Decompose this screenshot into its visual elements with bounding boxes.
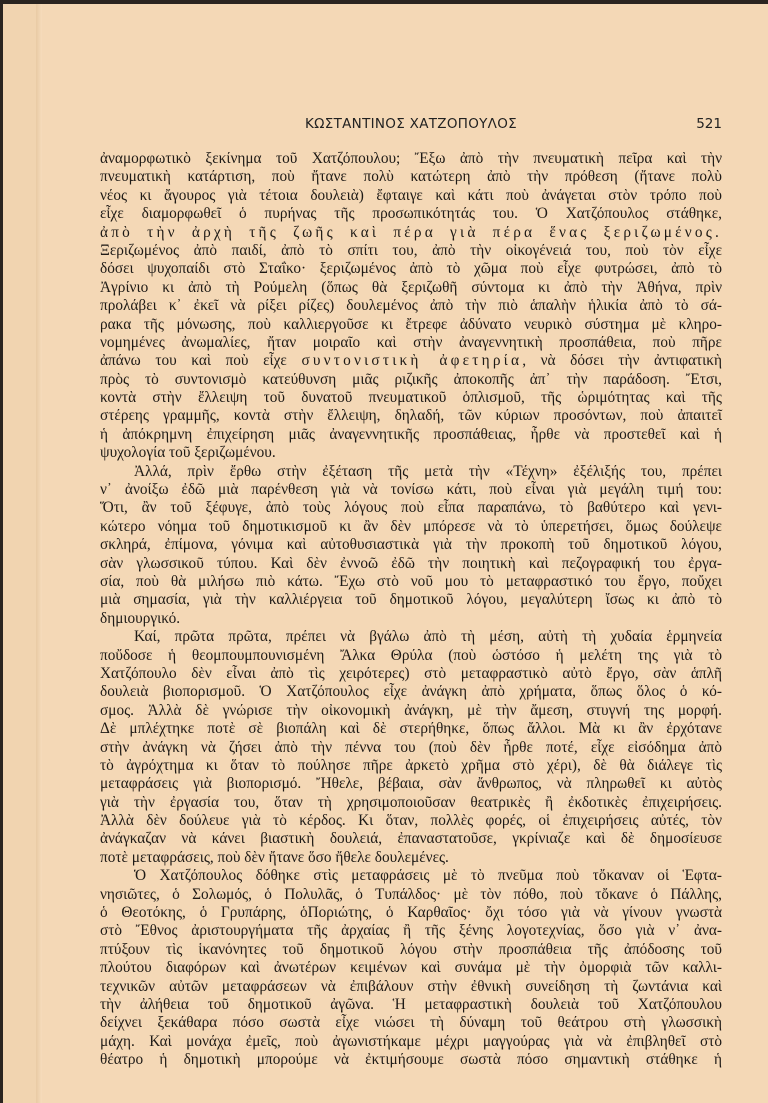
text-line — [100, 444, 722, 462]
text-line — [100, 463, 722, 481]
text-line — [100, 775, 722, 793]
text-line — [100, 371, 722, 389]
text-segment: δείχνει ξεκάθαρα πόσο σωστὰ εἶχε νιώσει τὴ δύναμη τοῦ θεάτρου στὴ γλωσσικὴ — [100, 1014, 722, 1032]
text-line — [100, 757, 722, 775]
text-line — [100, 1051, 722, 1069]
text-segment: δόσει ψυχοπαίδι στὸ Σταΐκο· ξεριζωμένος ἀπὸ τὸ χῶμα ποὺ εἶχε φυτρώσει, ἀπὸ τὸ — [100, 260, 722, 278]
text-segment: δουλειὰ βιοπορισμοῦ. Ὁ Χατζόπουλος εἶχε ἀνάγκη ἀπὸ χρήματα, ὅπως ὅλος ὁ κό- — [100, 683, 722, 701]
paragraph — [100, 628, 722, 867]
text-line — [100, 187, 722, 205]
text-line — [100, 334, 722, 352]
text-segment: γιὰ τὴν ἐργασία του, ὅταν τὴ χρησιμοποιοῦσαν θεατρικὲς ἢ ἐκδοτικὲς ἐπιχειρήσεις. — [100, 793, 722, 811]
text-segment: Ὅτι, ἂν τοῦ ξέφυγε, ἀπὸ τοὺς λόγους ποὺ εἶπα παραπάνω, τὸ βαθύτερο καὶ γενι- — [100, 499, 722, 517]
text-line — [100, 849, 722, 867]
text-line — [100, 739, 722, 757]
text-line — [100, 205, 722, 223]
emphasized-text: ἀπὸ τὴν ἀρχὴ τῆς ζωῆς καὶ πέρα γιὰ πέρα ἕνας ξεριζωμένος. — [100, 223, 722, 241]
running-title: ΚΩΣΤΑΝΤΙΝΟΣ ΧΑΤΖΟΠΟΥΛΟΣ — [305, 116, 517, 132]
text-segment: σὰν γλωσσικοῦ τύπου. Καὶ δὲν ἐννοῶ ἐδῶ τὴν ποιητικὴ καὶ πεζογραφική του ἐργα- — [100, 554, 722, 572]
text-segment: Ὁ Χατζόπουλος δόθηκε στὶς μεταφράσεις μὲ τὸ πνεῦμα ποὺ τὄκαναν οἱ Ἑφτα- — [134, 867, 722, 885]
text-segment: μάχη. Καὶ μονάχα ἐμεῖς, ποὺ ἀγωνιστήκαμε μέχρι μαγγούρας γιὰ νὰ ἐπιβληθεῖ στὸ — [100, 1032, 722, 1050]
text-line — [100, 628, 722, 646]
text-segment: κοντὰ στὴν ἔλλειψη τοῦ δυνατοῦ πνευματικοῦ ὁπλισμοῦ, τῆς ὡριμότητας καὶ τῆς — [100, 389, 722, 407]
text-segment: νησιῶτες, ὁ Σολωμός, ὁ Πολυλᾶς, ὁ Τυπάλδος· μὲ τὸν πόθο, ποὺ τὄκανε ὁ Πάλλης, — [100, 885, 722, 903]
text-segment: Ἀγρίνιο κι ἀπὸ τὴ Ρούμελη (ὅπως θὰ ξεριζωθῆ σύντομα κι ἀπὸ τὴν Ἀθήνα, πρὶν — [100, 278, 722, 296]
text-segment: , νὰ δόσει τὴν ἀντιφατικὴ — [522, 352, 722, 370]
text-segment: ψυχολογία τοῦ ξεριζωμένου. — [100, 444, 276, 462]
text-segment: ρακα τῆς μόνωσης, ποὺ καλλιεργοῦσε κι ἔτρεφε ἀδύνατο νευρικὸ σύστημα μὲ κληρο- — [100, 315, 722, 333]
text-segment: σία, ποὺ θὰ μιλήσω πιὸ κάτω. Ἔχω στὸ νοῦ μου τὸ μεταφραστικό του ἔργο, ποὔχει — [100, 572, 722, 590]
text-line — [100, 959, 722, 977]
text-line — [100, 830, 722, 848]
text-line — [100, 941, 722, 959]
text-segment: στὸ Ἔθνος ἀριστουργήματα τῆς ἀρχαίας ἢ τῆς ξένης λογοτεχνίας, ὅσο γιὰ ν᾿ ἀνα- — [100, 922, 722, 940]
text-line — [100, 279, 722, 297]
text-line — [100, 297, 722, 315]
text-segment: πνευματικὴ κατάρτιση, ποὺ ἤτανε πολὺ κατώτερη ἀπὸ τὴν πρόθεση (ἤτανε πολὺ — [100, 168, 722, 186]
text-segment: πρὸς τὸ συντονισμὸ κατεύθυνση μιᾶς ριζικῆς ἀποκοπῆς ἀπ᾿ τὴν παράδοση. Ἔτσι, — [100, 370, 722, 388]
paragraph — [100, 867, 722, 1069]
text-line — [100, 481, 722, 499]
text-segment: κώτερο νόημα τοῦ δημοτικισμοῦ κι ἂν δὲν μπόρεσε νὰ τὸ ὑπερετήσει, ὅμως δούλεψε — [100, 517, 722, 535]
text-line — [100, 260, 722, 278]
text-line — [100, 536, 722, 554]
text-segment: τὴν ἀλήθεια τοῦ δημοτικοῦ ἀγῶνα. Ἡ μεταφραστικὴ δουλειὰ τοῦ Χατζόπουλου — [100, 995, 722, 1013]
running-header — [100, 116, 722, 136]
text-segment: ποτὲ μεταφράσεις, ποὺ δὲν ἤτανε ὅσο ἤθελε δουλεμένες. — [100, 848, 449, 866]
text-line — [100, 426, 722, 444]
text-segment: Χατζόπουλο δὲν εἶναι ἀπὸ τὶς χειρότερες) στὸ μεταφραστικὸ αὐτὸ ἔργο, σὰν ἁπλῆ — [100, 664, 722, 682]
text-segment: ὁ Θεοτόκης, ὁ Γρυπάρης, ὁΠοριώτης, ὁ Καρθαῖος· ὄχι τόσο γιὰ νὰ γίνουν γνωστὰ — [100, 904, 722, 922]
previous-page-edge — [3, 4, 39, 1103]
text-line — [100, 702, 722, 720]
text-segment: Ἀλλὰ δὲν δούλευε γιὰ τὸ κέρδος. Κι ὅταν, πολλὲς φορές, οἱ ἐπιχειρήσεις αὐτές, τὸν — [100, 812, 722, 830]
text-segment: Καί, πρῶτα πρῶτα, πρέπει νὰ βγάλω ἀπὸ τὴ μέση, αὐτὴ τὴ χυδαία ἑρμηνεία — [134, 628, 722, 646]
text-segment: στέρεης γραμμῆς, κοντὰ στὴν ἔλλειψη, δηλαδή, τῶν κύριων προσόντων, ποὺ ἀπαιτεῖ — [100, 407, 722, 425]
text-line — [100, 812, 722, 830]
text-line — [100, 168, 722, 186]
text-segment: ν᾿ ἀνοίξω ἐδῶ μιὰ παρένθεση γιὰ νὰ τονίσω κάτι, ποὺ εἶναι γιὰ μεγάλη τιμή του: — [100, 481, 722, 499]
text-line — [100, 610, 722, 628]
text-line — [100, 1014, 722, 1032]
text-line — [100, 518, 722, 536]
text-segment: δημιουργικό. — [100, 609, 181, 627]
text-line — [100, 555, 722, 573]
text-line — [100, 683, 722, 701]
text-segment: σκληρά, ἐπίμονα, γόνιμα καὶ αὐτοθυσιαστικὰ γιὰ τὴν προκοπὴ τοῦ δημοτικοῦ λόγου, — [100, 536, 722, 554]
text-segment: ἀναμορφωτικὸ ξεκίνημα τοῦ Χατζόπουλου; Ἔξω ἀπὸ τὴν πνευματικὴ πεῖρα καὶ τὴν — [100, 150, 722, 167]
text-segment: προλάβει κ᾿ ἐκεῖ νὰ ρίξει ρίζες) δουλεμένος ἀπὸ τὴν πιὸ ἁπαλὴν ἡλικία ἀπὸ τὸ σά- — [100, 297, 722, 315]
text-segment: ἡ ἀπόκρημνη ἐπιχείρηση μιᾶς ἀναγεννητικῆς προσπάθειας, ἦρθε νὰ προστεθεῖ καὶ ἡ — [100, 425, 722, 443]
text-line — [100, 352, 722, 370]
text-segment: εἶχε διαμορφωθεῖ ὁ πυρήνας τῆς προσωπικότητάς του. Ὁ Χατζόπουλος στάθηκε, — [100, 205, 722, 223]
text-line — [100, 389, 722, 407]
text-line — [100, 591, 722, 609]
text-line — [100, 573, 722, 591]
text-segment: σμος. Ἀλλὰ δὲ γνώρισε τὴν οἰκονομικὴ ἀνάγκη, μὲ τὴν ἄμεση, στυγνή της μορφή. — [100, 701, 722, 719]
emphasized-text: συντονιστικὴ ἀφετηρία — [301, 352, 523, 370]
text-segment: πτύξουν τὶς ἱκανόνητες τοῦ δημοτικοῦ λόγου στὴν προσπάθεια τῆς ἀπόδοσης τοῦ — [100, 940, 722, 958]
paragraph — [100, 150, 722, 463]
text-segment: ποὔδοσε ἡ θεομπουμπουνισμένη Ἄλκα Θρύλα (ποὺ ὡστόσο ἡ μελέτη της γιὰ τὸ — [100, 646, 722, 664]
text-line — [100, 665, 722, 683]
text-segment: μιὰ σημασία, γιὰ τὴν καλλιέργεια τοῦ δημοτικοῦ λόγου, μεγαλύτερη ἴσως κι ἀπὸ τὸ — [100, 591, 722, 609]
text-segment: νέος κι ἄγουρος γιὰ τέτοια δουλειὰ) ἔφταιγε καὶ κάτι ποὺ ἀνάγεται στὸν τρόπο ποὺ — [100, 186, 722, 204]
text-segment: θέατρο ἡ δημοτικὴ μπορούμε νὰ ἐκτιμήσουμε σωστὰ πόσο σημαντικὴ στάθηκε ἡ — [100, 1051, 722, 1069]
text-line — [100, 996, 722, 1014]
text-line — [100, 499, 722, 517]
text-segment: νομημένες ἀνωμαλίες, ἤταν μοιραῖο καὶ στὴν ἀναγεννητικὴ προσπάθεια, ποὺ πῆρε — [100, 333, 722, 351]
text-line — [100, 886, 722, 904]
text-line — [100, 904, 722, 922]
text-line — [100, 978, 722, 996]
text-line — [100, 407, 722, 425]
text-segment: Δὲ μπλέχτηκε ποτὲ σὲ βιοπάλη καὶ δὲ στερήθηκε, ὅπως ἄλλοι. Μὰ κι ἂν ἐρχότανε — [100, 720, 722, 738]
text-segment: ἀπάνω του καὶ ποὺ εἶχε — [100, 352, 302, 370]
text-segment: πλούτου διαφόρων καὶ ἀνωτέρων κειμένων καὶ συνάμα μὲ τὴν ὀμορφιὰ τῶν καλλι- — [100, 959, 722, 977]
text-segment: Ἀλλά, πρὶν ἔρθω στὴν ἐξέταση τῆς μετὰ τὴν «Τέχνη» ἐξέλιξής του, πρέπει — [134, 462, 722, 480]
text-line — [100, 224, 722, 242]
text-segment: Ξεριζωμένος ἀπὸ παιδί, ἀπὸ τὸ σπίτι του, ἀπὸ τὴν οἰκογένειά του, ποὺ τὸν εἶχε — [100, 241, 722, 259]
text-line — [100, 794, 722, 812]
text-line — [100, 1033, 722, 1051]
paragraph — [100, 463, 722, 629]
text-line — [100, 647, 722, 665]
text-segment: ἀνάγκαζαν νὰ κάνει βιαστικὴ δουλειά, ἐπαναστατοῦσε, γκρίνιαζε καὶ δὲ δημοσίευσε — [100, 830, 722, 848]
text-line — [100, 922, 722, 940]
text-segment: μεταφράσεις γιὰ βιοπορισμό. Ἤθελε, βέβαια, σὰν ἄνθρωπος, νὰ πληρωθεῖ κι αὐτὸς — [100, 775, 722, 793]
text-line — [100, 316, 722, 334]
text-line — [100, 242, 722, 260]
text-segment: στὴν ἀνάγκη νὰ ζήσει ἀπὸ τὴν πέννα του (ποὺ δὲν ἦρθε ποτέ, εἶχε εἰσόδημα ἀπὸ — [100, 738, 722, 756]
text-segment: τὸ ἀγρόχτημα κι ὅταν τὸ πούλησε πῆρε ἀρκετὸ χρῆμα στὸ χέρι), δὲ θὰ διάλεγε τὶς — [100, 756, 722, 774]
page-fold — [36, 4, 42, 1103]
text-segment: τεχνικῶν αὐτῶν μεταφράσεων νὰ ἐπιβάλουν στὴν ἐθνικὴ συνείδηση τὴ ζωντάνια καὶ — [100, 977, 722, 995]
text-line — [100, 150, 722, 168]
page-number: 521 — [696, 116, 722, 132]
text-line — [100, 720, 722, 738]
text-line — [100, 867, 722, 885]
body-text — [100, 150, 722, 1070]
